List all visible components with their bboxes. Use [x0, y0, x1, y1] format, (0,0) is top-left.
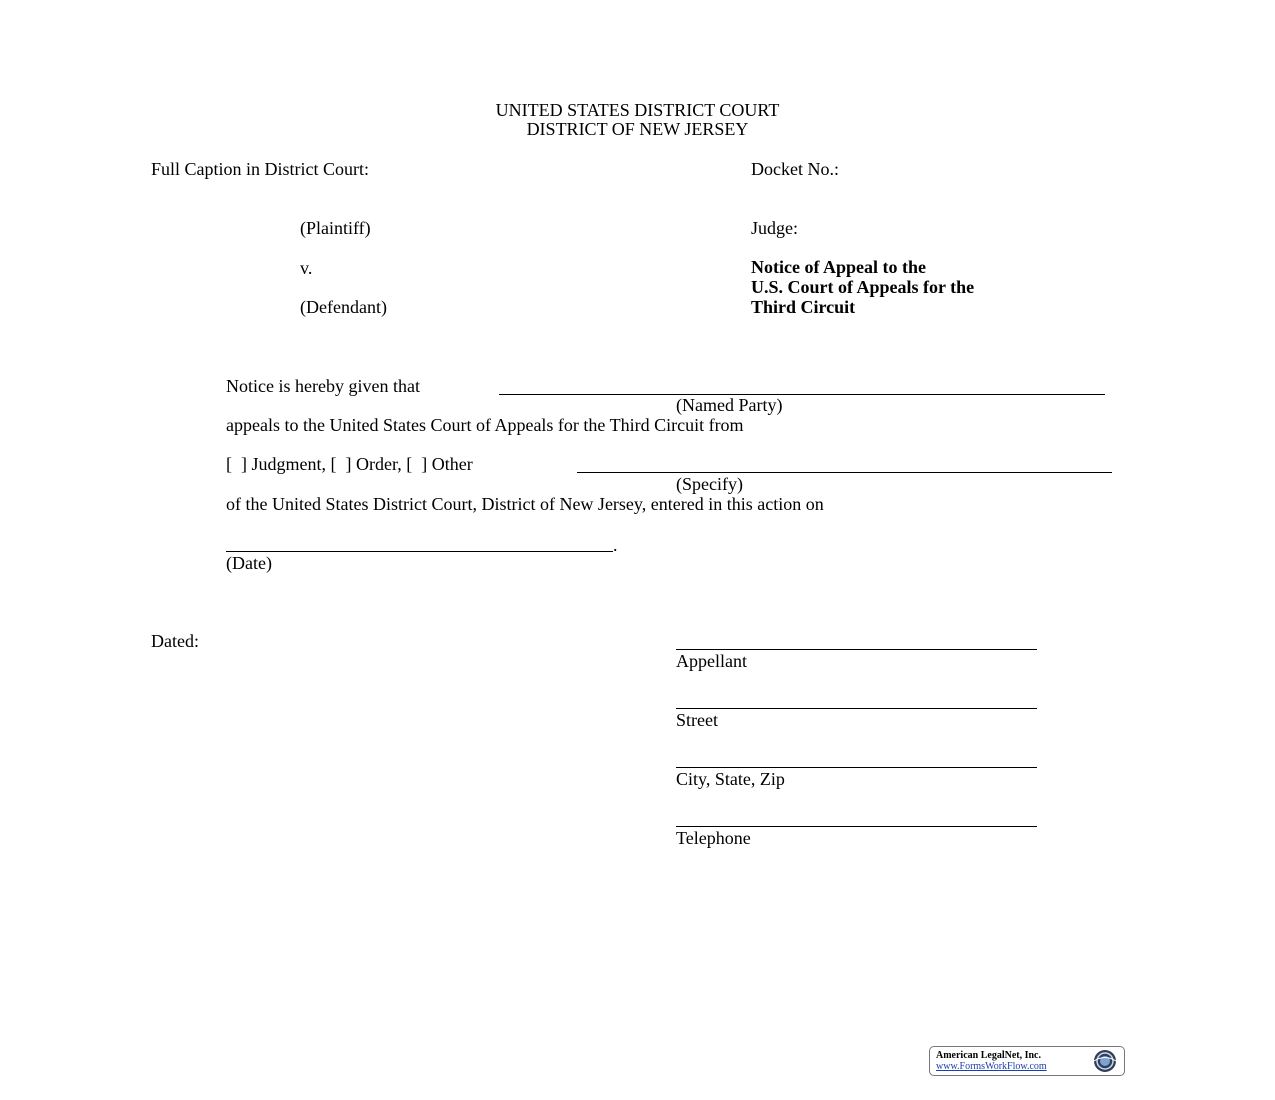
street-line[interactable]	[676, 708, 1037, 709]
appellant-line[interactable]	[676, 649, 1037, 650]
appellant-label: Appellant	[676, 651, 747, 671]
plaintiff-label: (Plaintiff)	[300, 218, 371, 238]
telephone-label: Telephone	[676, 828, 751, 848]
form-title-line3: Third Circuit	[751, 297, 856, 317]
appeals-line: appeals to the United States Court of Appeals for the Third Circuit from	[226, 415, 744, 435]
notice-prefix: Notice is hereby given that	[226, 376, 420, 396]
defendant-label: (Defendant)	[300, 297, 387, 317]
district-name: DISTRICT OF NEW JERSEY	[526, 119, 749, 139]
date-line[interactable]	[226, 551, 613, 552]
globe-logo-icon	[1089, 1048, 1121, 1074]
full-caption-label: Full Caption in District Court:	[151, 159, 370, 179]
judge-label: Judge:	[751, 218, 798, 238]
publisher-url[interactable]: www.FormsWorkFlow.com	[936, 1061, 1047, 1072]
street-label: Street	[676, 710, 718, 730]
named-party-line[interactable]	[499, 394, 1105, 395]
docket-label: Docket No.:	[751, 159, 839, 179]
specify-line[interactable]	[577, 472, 1112, 473]
versus-label: v.	[300, 258, 313, 278]
district-line: of the United States District Court, District of New Jersey, entered in this action on	[226, 494, 824, 514]
dated-label: Dated:	[151, 631, 199, 651]
city-state-zip-line[interactable]	[676, 767, 1037, 768]
telephone-line[interactable]	[676, 826, 1037, 827]
form-title-line1: Notice of Appeal to the	[751, 257, 926, 277]
publisher-badge	[929, 1046, 1125, 1076]
publisher-name: American LegalNet, Inc.	[936, 1050, 1041, 1061]
specify-label: (Specify)	[676, 474, 743, 494]
court-name: UNITED STATES DISTRICT COURT	[495, 100, 780, 120]
date-period: .	[613, 535, 618, 555]
city-state-zip-label: City, State, Zip	[676, 769, 785, 789]
date-label: (Date)	[226, 553, 272, 573]
named-party-label: (Named Party)	[676, 395, 783, 415]
options-line: [ ] Judgment, [ ] Order, [ ] Other	[226, 454, 473, 474]
form-title-line2: U.S. Court of Appeals for the	[751, 277, 975, 297]
